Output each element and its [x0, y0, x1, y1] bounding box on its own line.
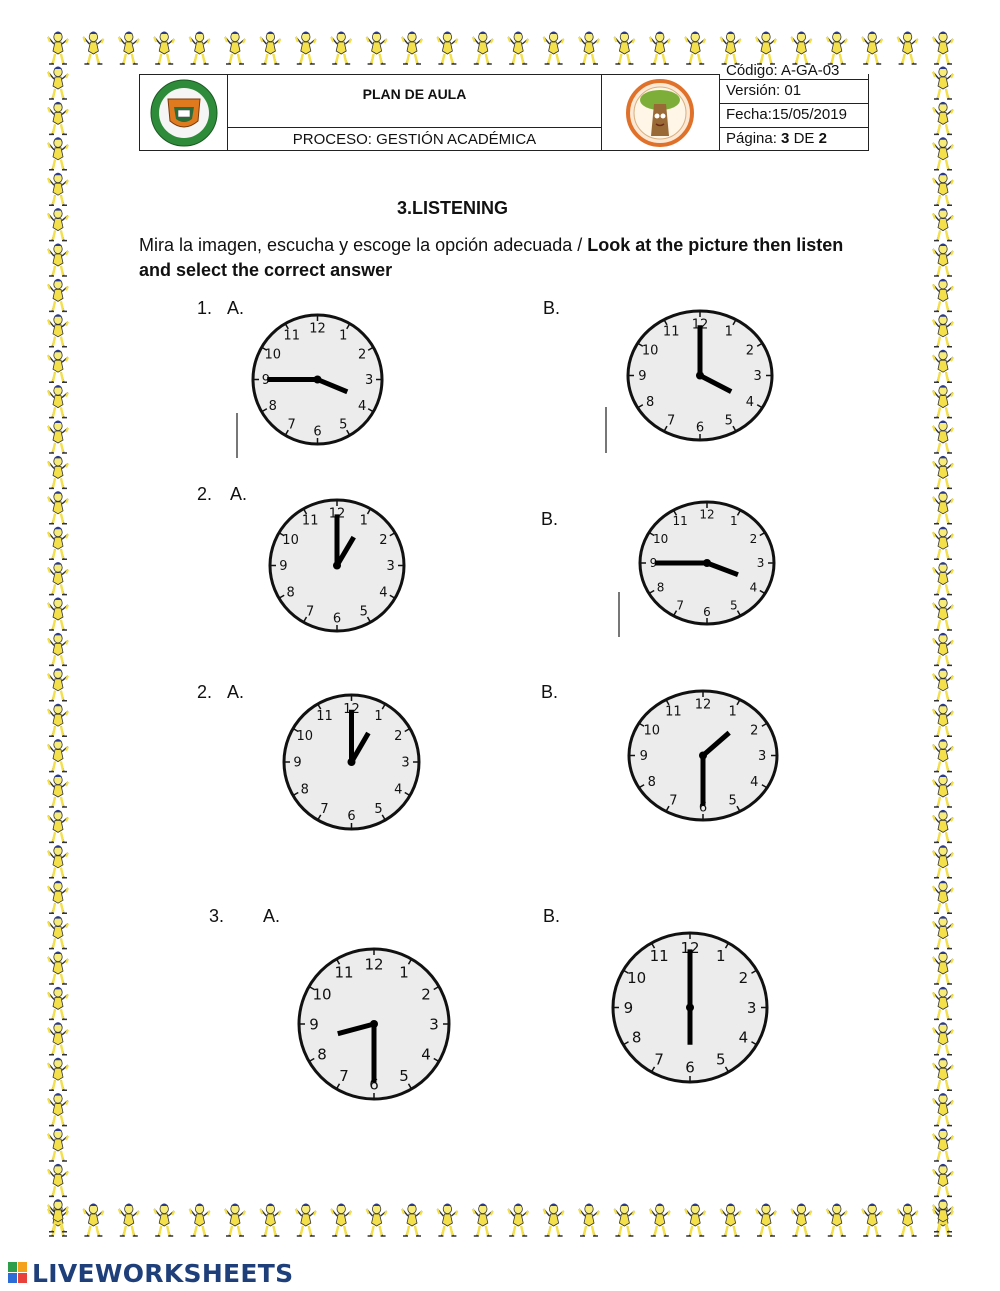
border-figure-icon — [579, 32, 599, 65]
clock-numeral: 8 — [645, 394, 655, 410]
border-figure-icon — [933, 916, 953, 949]
clock-numeral: 6 — [369, 1075, 379, 1094]
clock-numeral: 10 — [627, 968, 647, 987]
clock-numeral: 9 — [623, 998, 634, 1017]
border-figure-icon — [48, 668, 68, 701]
clock-numeral: 12 — [309, 321, 326, 337]
border-figure-icon — [48, 845, 68, 878]
clock-q4-b[interactable] — [610, 930, 770, 1085]
clock-center — [686, 1004, 694, 1012]
clock-numeral: 2 — [749, 531, 758, 546]
clock-numeral: 4 — [421, 1045, 431, 1064]
clock-numeral: 2 — [379, 532, 388, 548]
clock-q2-a[interactable] — [267, 497, 407, 634]
code-label: Código: A-GA-03 — [726, 62, 840, 79]
clock-numeral: 3 — [401, 755, 410, 771]
border-figure-icon — [614, 32, 634, 65]
border-figure-icon — [544, 32, 564, 65]
border-figure-icon — [933, 102, 953, 134]
clock-numeral: 1 — [339, 328, 348, 344]
clock-center — [333, 562, 341, 570]
border-figure-icon — [933, 67, 953, 100]
border-figure-icon — [933, 1164, 953, 1197]
border-figure-icon — [48, 32, 68, 65]
clock-numeral: 5 — [729, 598, 738, 613]
border-figure-icon — [119, 32, 139, 65]
liveworksheets-logo-icon — [8, 1262, 28, 1284]
clock-numeral: 9 — [261, 373, 271, 389]
clock-numeral: 5 — [724, 413, 733, 429]
clock-numeral: 10 — [641, 343, 659, 359]
clock-numeral: 6 — [347, 809, 356, 825]
clock-numeral: 4 — [750, 774, 759, 790]
clock-numeral: 11 — [316, 709, 333, 725]
border-figure-icon — [48, 456, 68, 489]
border-figure-icon — [650, 1204, 670, 1237]
answer-marker — [605, 407, 607, 453]
clock-numeral: 1 — [724, 324, 733, 340]
clock-numeral: 12 — [343, 701, 360, 717]
border-figure-icon — [933, 527, 953, 560]
border-figure-icon — [296, 32, 316, 65]
clock-numeral: 5 — [399, 1067, 409, 1086]
clock-numeral: 1 — [399, 963, 409, 982]
clock-numeral: 7 — [306, 604, 315, 620]
border-figure-icon — [260, 32, 280, 65]
clock-q2-b[interactable] — [637, 499, 777, 627]
clock-numeral: 1 — [374, 709, 383, 725]
clock-numeral: 5 — [339, 417, 348, 433]
border-figure-icon — [862, 1204, 882, 1237]
clock-numeral: 3 — [746, 998, 757, 1017]
clock-numeral: 11 — [672, 513, 688, 528]
clock-center — [703, 559, 711, 567]
border-figure-icon — [933, 314, 953, 347]
border-figure-icon — [260, 1204, 280, 1237]
border-figure-icon — [190, 32, 210, 65]
answer-marker — [236, 413, 238, 458]
plan-title-cell — [227, 74, 602, 128]
border-figure-icon — [48, 633, 68, 666]
clock-numeral: 11 — [283, 328, 300, 344]
border-figure-icon — [685, 32, 705, 65]
clock-numeral: 5 — [716, 1050, 726, 1069]
clock-center — [314, 376, 322, 384]
clock-numeral: 10 — [312, 985, 332, 1004]
clock-numeral: 7 — [339, 1067, 349, 1086]
version-label: Versión: 01 — [719, 79, 869, 104]
school-shield-logo — [142, 77, 226, 149]
section-title: 3.LISTENING — [396, 198, 508, 218]
border-figure-icon — [402, 1204, 422, 1237]
clock-numeral: 1 — [716, 947, 726, 966]
border-figure-icon — [48, 1022, 68, 1055]
clock-numeral: 4 — [394, 782, 403, 798]
border-figure-icon — [48, 1093, 68, 1126]
border-figure-icon — [437, 1204, 457, 1237]
question-3-option-a[interactable]: A. — [227, 682, 245, 702]
question-1-option-b[interactable]: B. — [543, 298, 561, 318]
clock-numeral: 8 — [317, 1045, 327, 1064]
clock-numeral: 3 — [756, 556, 765, 571]
border-figure-icon — [933, 137, 953, 170]
border-figure-icon — [933, 668, 953, 701]
border-figure-icon — [48, 775, 68, 808]
clock-numeral: 6 — [313, 424, 322, 440]
clock-numeral: 2 — [394, 728, 403, 744]
border-figure-icon — [48, 881, 68, 914]
question-1-number: 1. — [197, 298, 213, 318]
border-figure-icon — [650, 32, 670, 65]
border-figure-icon — [933, 845, 953, 878]
clock-q1-a[interactable] — [250, 312, 385, 447]
border-figure-icon — [154, 32, 174, 65]
question-2-option-a[interactable]: A. — [230, 484, 248, 504]
clock-numeral: 4 — [749, 580, 758, 595]
clock-center — [696, 372, 704, 380]
border-figure-icon — [48, 314, 68, 347]
clock-numeral: 10 — [282, 532, 299, 548]
clock-numeral: 12 — [694, 697, 712, 713]
clock-numeral: 2 — [738, 968, 749, 987]
border-figure-icon — [83, 32, 103, 65]
border-figure-icon — [933, 633, 953, 666]
tree-mascot-logo — [622, 78, 698, 148]
border-figure-icon — [48, 1058, 68, 1091]
page-counter — [719, 127, 869, 151]
border-figure-icon — [48, 598, 68, 631]
clock-numeral: 4 — [379, 585, 388, 601]
border-figure-icon — [933, 208, 953, 241]
clock-center — [348, 758, 356, 766]
border-figure-icon — [119, 1204, 139, 1237]
clock-numeral: 3 — [758, 749, 767, 765]
border-figure-icon — [898, 32, 918, 65]
border-figure-icon — [225, 32, 245, 65]
border-figure-icon — [154, 1204, 174, 1237]
border-figure-icon — [48, 952, 68, 985]
clock-numeral: 4 — [745, 394, 755, 410]
clock-numeral: 5 — [374, 801, 383, 817]
clock-q1-b[interactable] — [625, 308, 775, 443]
clock-numeral: 11 — [301, 513, 319, 529]
clock-numeral: 7 — [320, 801, 329, 817]
border-figure-icon — [48, 739, 68, 772]
border-figure-icon — [933, 350, 953, 383]
clock-numeral: 7 — [287, 417, 296, 433]
plan-title: PLAN DE AULA — [362, 86, 467, 102]
border-figure-icon — [933, 456, 953, 489]
liveworksheets-brand[interactable]: LIVEWORKSHEETS — [32, 1259, 294, 1288]
border-figure-icon — [48, 385, 68, 418]
question-2-option-b[interactable]: B. — [541, 509, 559, 529]
border-figure-icon — [933, 1093, 953, 1126]
question-4-option-b[interactable]: B. — [543, 906, 561, 926]
border-figure-icon — [933, 32, 953, 65]
clock-numeral: 3 — [364, 373, 374, 389]
question-4-number: 3. — [209, 906, 225, 926]
border-figure-icon — [933, 1022, 953, 1055]
clock-numeral: 12 — [328, 506, 346, 522]
clock-numeral: 9 — [279, 559, 288, 575]
clock-numeral: 11 — [649, 947, 669, 966]
school-logo-cell — [139, 74, 228, 151]
clock-center — [699, 752, 707, 760]
clock-q3-b[interactable] — [626, 688, 780, 823]
page-of: DE — [793, 130, 815, 147]
border-figure-icon — [48, 137, 68, 170]
clock-numeral: 10 — [652, 531, 669, 546]
clock-numeral: 5 — [359, 604, 368, 620]
border-figure-icon — [48, 1129, 68, 1162]
border-figure-icon — [721, 1204, 741, 1237]
border-figure-icon — [933, 385, 953, 418]
border-figure-icon — [933, 704, 953, 737]
clock-numeral: 6 — [695, 420, 705, 436]
clock-numeral: 9 — [639, 749, 648, 765]
border-figure-icon — [48, 67, 68, 100]
border-figure-icon — [933, 987, 953, 1020]
clock-numeral: 9 — [638, 369, 647, 385]
border-figure-icon — [933, 491, 953, 524]
border-figure-icon — [933, 1058, 953, 1091]
border-figure-icon — [579, 1204, 599, 1237]
clock-numeral: 2 — [421, 985, 431, 1004]
border-figure-icon — [48, 244, 68, 277]
border-figure-icon — [685, 1204, 705, 1237]
border-figure-icon — [791, 1204, 811, 1237]
clock-numeral: 5 — [728, 793, 737, 809]
clock-numeral: 8 — [656, 580, 665, 595]
border-figure-icon — [933, 1129, 953, 1162]
clock-numeral: 12 — [364, 955, 384, 974]
question-2-number: 2. — [197, 484, 213, 504]
border-figure-icon — [508, 1204, 528, 1237]
clock-numeral: 2 — [750, 723, 759, 739]
border-figure-icon — [48, 102, 68, 134]
clock-numeral: 7 — [667, 413, 676, 429]
border-figure-icon — [933, 244, 953, 277]
clock-numeral: 1 — [729, 513, 738, 528]
clock-numeral: 6 — [685, 1058, 695, 1077]
border-figure-icon — [331, 32, 351, 65]
clock-numeral: 11 — [665, 704, 682, 720]
clock-numeral: 10 — [264, 347, 282, 363]
clock-numeral: 8 — [300, 782, 309, 798]
border-figure-icon — [473, 32, 493, 65]
document-header — [139, 62, 869, 151]
border-figure-icon — [933, 598, 953, 631]
border-figure-icon — [331, 1204, 351, 1237]
clock-numeral: 1 — [728, 704, 737, 720]
border-figure-icon — [190, 1204, 210, 1237]
clock-numeral: 9 — [293, 755, 302, 771]
border-figure-icon — [473, 1204, 493, 1237]
border-figure-icon — [898, 1204, 918, 1237]
process-cell — [227, 127, 602, 151]
clock-numeral: 8 — [268, 398, 277, 414]
clock-numeral: 10 — [296, 728, 314, 744]
border-figure-icon — [933, 1199, 953, 1232]
question-3-number: 2. — [197, 682, 213, 702]
border-figure-icon — [933, 775, 953, 808]
clock-numeral: 11 — [662, 324, 680, 340]
border-figure-icon — [437, 32, 457, 65]
border-figure-icon — [367, 1204, 387, 1237]
page-number: 3 — [781, 130, 790, 147]
border-figure-icon — [367, 32, 387, 65]
border-figure-icon — [83, 1204, 103, 1237]
clock-numeral: 12 — [699, 507, 715, 522]
clock-numeral: 6 — [698, 800, 708, 816]
border-figure-icon — [48, 810, 68, 843]
instruction-english: Look at the picture then listen and select the correct answer — [139, 235, 844, 280]
clock-numeral: 2 — [745, 343, 755, 359]
border-figure-icon — [933, 562, 953, 595]
clock-numeral: 1 — [359, 513, 368, 529]
clock-q4-a[interactable] — [296, 946, 452, 1102]
clock-numeral: 7 — [669, 793, 678, 809]
border-figure-icon — [296, 1204, 316, 1237]
border-figure-icon — [933, 279, 953, 312]
tree-logo-cell — [601, 74, 720, 151]
clock-numeral: 11 — [334, 963, 354, 982]
clock-numeral: 12 — [691, 317, 709, 333]
clock-numeral: 3 — [386, 559, 395, 575]
answer-marker — [618, 592, 620, 637]
clock-numeral: 7 — [654, 1050, 664, 1069]
clock-numeral: 7 — [676, 598, 685, 613]
clock-numeral: 6 — [332, 611, 342, 627]
clock-numeral: 8 — [647, 774, 656, 790]
page-total: 2 — [818, 130, 827, 147]
clock-numeral: 12 — [680, 939, 700, 958]
border-figure-icon — [48, 527, 68, 560]
clock-numeral: 6 — [703, 605, 711, 619]
border-figure-icon — [933, 173, 953, 206]
border-figure-icon — [933, 421, 953, 454]
border-figure-icon — [48, 562, 68, 595]
clock-numeral: 2 — [358, 347, 367, 363]
clock-numeral: 8 — [631, 1028, 642, 1047]
border-figure-icon — [508, 32, 528, 65]
border-figure-icon — [933, 881, 953, 914]
border-figure-icon — [225, 1204, 245, 1237]
border-figure-icon — [544, 1204, 564, 1237]
instruction-spanish: Mira la imagen, escucha y escoge la opción adecuada / — [139, 235, 588, 255]
border-figure-icon — [933, 952, 953, 985]
border-figure-icon — [48, 916, 68, 949]
question-1-option-a[interactable]: A. — [227, 298, 245, 318]
clock-q3-a[interactable] — [281, 692, 422, 832]
border-figure-icon — [48, 1164, 68, 1197]
clock-numeral: 9 — [649, 556, 658, 571]
clock-numeral: 4 — [358, 398, 367, 414]
border-figure-icon — [48, 1199, 68, 1232]
border-figure-icon — [827, 1204, 847, 1237]
clock-numeral: 9 — [309, 1015, 319, 1034]
question-3-option-b[interactable]: B. — [541, 682, 559, 702]
border-figure-icon — [756, 1204, 776, 1237]
process-label: PROCESO: GESTIÓN ACADÉMICA — [292, 131, 537, 148]
border-figure-icon — [48, 350, 68, 383]
border-figure-icon — [48, 421, 68, 454]
clock-numeral: 3 — [753, 369, 762, 385]
clock-numeral: 8 — [286, 585, 295, 601]
border-figure-icon — [614, 1204, 634, 1237]
question-4-option-a[interactable]: A. — [263, 906, 281, 926]
border-figure-icon — [48, 279, 68, 312]
border-figure-icon — [48, 491, 68, 524]
clock-numeral: 4 — [738, 1028, 749, 1047]
instructions — [139, 233, 879, 283]
border-figure-icon — [402, 32, 422, 65]
border-figure-icon — [933, 810, 953, 843]
page-label: Página: — [726, 130, 777, 147]
date-label: Fecha:15/05/2019 — [719, 103, 869, 128]
border-figure-icon — [48, 987, 68, 1020]
border-figure-icon — [48, 704, 68, 737]
clock-numeral: 3 — [429, 1015, 439, 1034]
clock-center — [370, 1020, 378, 1028]
border-figure-icon — [933, 739, 953, 772]
clock-numeral: 10 — [643, 723, 661, 739]
